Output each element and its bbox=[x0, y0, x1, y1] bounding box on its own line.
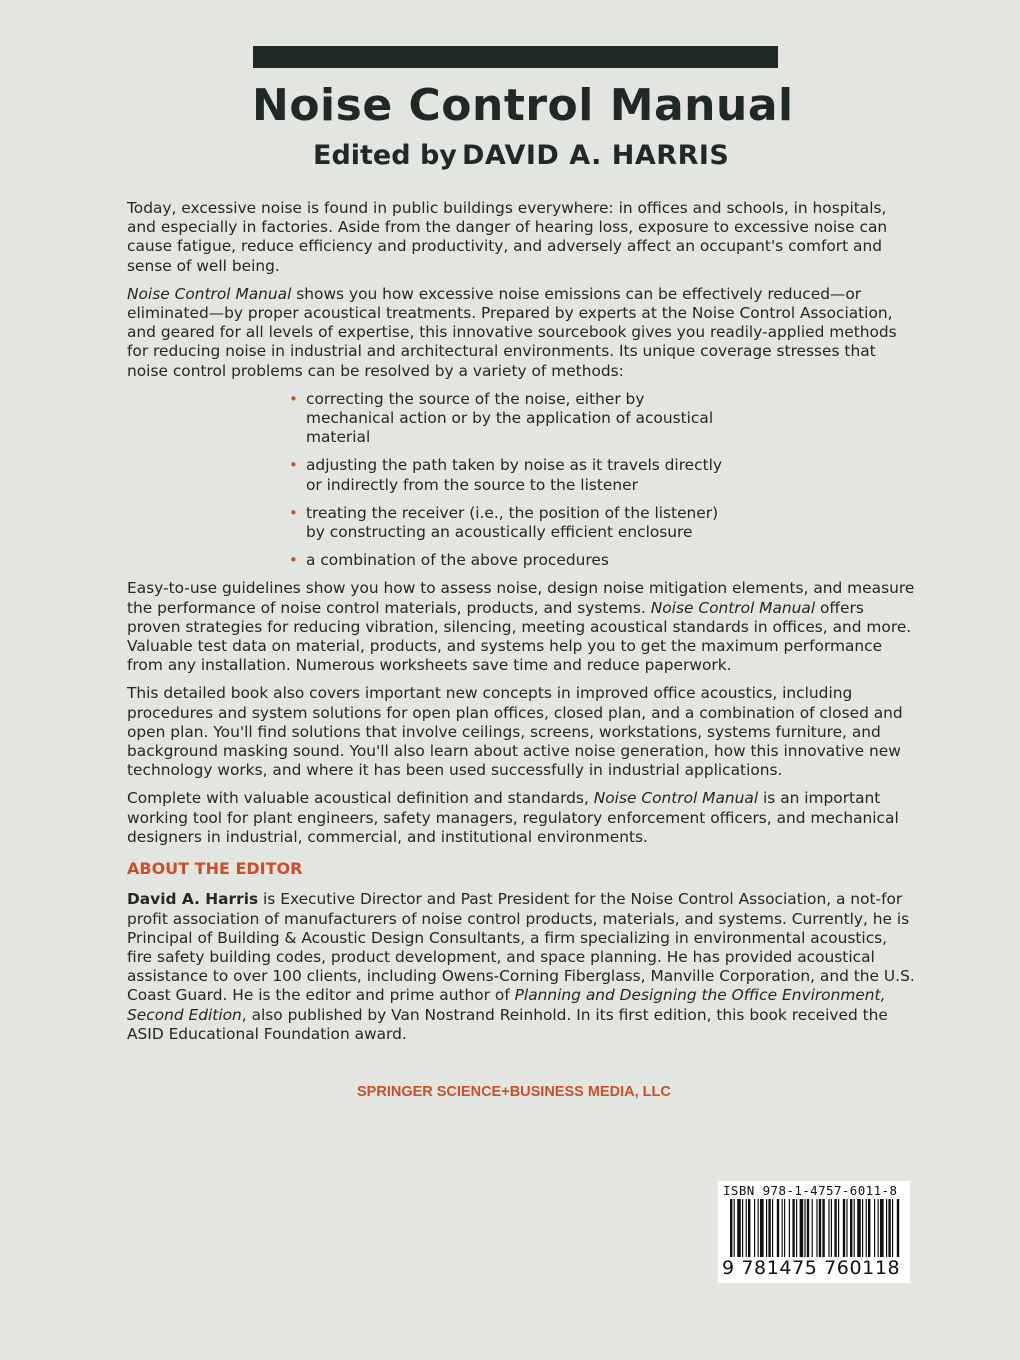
barcode-bar bbox=[748, 1199, 750, 1261]
book-title-italic: Noise Control Manual bbox=[650, 598, 816, 617]
editor-line bbox=[313, 140, 729, 171]
barcode-bar bbox=[737, 1199, 741, 1261]
barcode-bar bbox=[857, 1199, 861, 1261]
editor-prefix: Edited by bbox=[313, 140, 457, 171]
list-item-text: treating the receiver (i.e., the position of the listener) by constructing an acoustically efficient enclosure bbox=[306, 503, 719, 542]
barcode-number: 9 781475 760118 bbox=[722, 1257, 901, 1279]
barcode-bar bbox=[800, 1199, 804, 1261]
barcode-bar bbox=[868, 1199, 870, 1261]
barcode-bar bbox=[754, 1199, 755, 1261]
barcode-bar bbox=[796, 1199, 797, 1261]
barcode-bar bbox=[730, 1199, 732, 1261]
about-editor-text-b: , also published by Van Nostrand Reinhold. In its first edition, this book received the ASID Educational Foundation award. bbox=[127, 1005, 888, 1043]
barcode-bar bbox=[888, 1199, 890, 1261]
about-editor-heading: ABOUT THE EDITOR bbox=[127, 859, 303, 879]
barcode-bar bbox=[838, 1199, 839, 1261]
list-item bbox=[289, 504, 736, 542]
barcode-bar bbox=[746, 1199, 747, 1261]
about-editor-book-title: Planning and Designing the Office Environment, Second Edition bbox=[127, 986, 886, 1024]
publisher-name: SPRINGER SCIENCE+BUSINESS MEDIA, LLC bbox=[357, 1084, 671, 1100]
paragraph-conclusion-text-a: Complete with valuable acoustical definition and standards, bbox=[127, 789, 594, 808]
barcode-bar bbox=[822, 1199, 824, 1261]
barcode-bar bbox=[850, 1199, 852, 1261]
barcode-bar bbox=[831, 1199, 832, 1261]
barcode-bar bbox=[846, 1199, 847, 1261]
paragraph-office-acoustics: This detailed book also covers important new concepts in improved office acoustics, including procedures and system solutions for open plan offices, closed plan, and a combination of closed and open plan. You'll find solutions that involve ceilings, screens, workstations, systems furniture, and background masking sound. You'll also learn about active noise generation, how this innovative new technology works, and where it has been used successfully in industrial applications. bbox=[127, 684, 903, 780]
list-item-text: adjusting the path taken by noise as it travels directly or indirectly from the source to the listener bbox=[306, 456, 723, 494]
about-editor-name: David A. Harris bbox=[127, 890, 259, 909]
methods-list bbox=[127, 390, 917, 571]
bullet-icon: • bbox=[289, 551, 298, 570]
paragraph-guidelines-text-b: offers proven strategies for reducing vibration, silencing, meeting acoustical standards in offices, and more. Valuable test data on material, products, and systems help you to get the maximum performance from any installation. Numerous worksheets save time and reduce paperwork. bbox=[127, 598, 912, 675]
barcode-bar bbox=[874, 1199, 875, 1261]
book-title: Noise Control Manual bbox=[252, 80, 794, 131]
list-item bbox=[289, 456, 736, 494]
barcode-bar bbox=[880, 1199, 884, 1261]
book-title-italic: Noise Control Manual bbox=[593, 789, 759, 808]
about-editor-text-a: is Executive Director and Past President for the Noise Control Association, a not-for profit association of manufacturers of noise control products, materials, and systems. Currently, he is Principal of Building & Acoustic Design Consultants, a firm specializing in environmental acoustics, fire safety building codes, product development, and space planning. He has provided acoustical assistance to over 100 clients, including Owens-Corning Fiberglass, Manville Corporation, and the U.S. Coast Guard. He is the editor and prime author of bbox=[127, 890, 915, 1005]
list-item bbox=[289, 390, 736, 448]
paragraph-conclusion bbox=[127, 789, 917, 847]
barcode-bar bbox=[768, 1199, 770, 1261]
paragraph-conclusion-text-b: is an important working tool for plant engineers, safety managers, regulatory enforcement officers, and mechanical designers in industrial, commercial, and institutional environments. bbox=[127, 789, 899, 846]
barcode-bar bbox=[758, 1199, 759, 1261]
bullet-icon: • bbox=[289, 456, 298, 475]
barcode-bar bbox=[792, 1199, 794, 1261]
bullet-icon: • bbox=[289, 389, 298, 408]
barcode-bar bbox=[892, 1199, 893, 1261]
barcode-bar bbox=[766, 1199, 767, 1261]
paragraph-guidelines-text-a: Easy-to-use guidelines show you how to assess noise, design noise mitigation elements, and measure the performance of noise control materials, products, and systems. bbox=[127, 579, 915, 617]
barcode-bar bbox=[897, 1199, 899, 1261]
barcode-bar bbox=[812, 1199, 813, 1261]
barcode-bars bbox=[722, 1199, 906, 1261]
barcode-bar bbox=[816, 1199, 817, 1261]
paragraph-intro: Today, excessive noise is found in public buildings everywhere: in offices and schools, in hospitals, and especially in factories. Aside from the danger of hearing loss, exposure to excessive noise can cause fatigue, reduce efficiency and productivity, and adversely affect an occupant's comfort and sense of well being. bbox=[127, 199, 888, 275]
editor-name: DAVID A. HARRIS bbox=[462, 140, 730, 171]
barcode-bar bbox=[878, 1199, 879, 1261]
barcode-bar bbox=[807, 1199, 809, 1261]
book-title-italic: Noise Control Manual bbox=[127, 284, 292, 303]
barcode-bar bbox=[789, 1199, 790, 1261]
paragraph-overview-text: shows you how excessive noise emissions can be effectively reduced—or eliminated—by proper acoustical treatments. Prepared by experts at the Noise Control Association, and geared for all levels of expertise, this innovative sourcebook gives you readily-applied methods for reducing noise in industrial and architectural environments. Its unique coverage stresses that noise control problems can be resolved by a variety of methods: bbox=[127, 284, 897, 380]
barcode-bar bbox=[819, 1199, 821, 1261]
barcode-bar bbox=[782, 1199, 783, 1261]
barcode-bar bbox=[742, 1199, 743, 1261]
list-item-text: correcting the source of the noise, either by mechanical action or by the application of acoustical material bbox=[306, 389, 714, 447]
paragraph-overview bbox=[127, 285, 917, 381]
back-cover-text bbox=[127, 199, 917, 1053]
list-item-text: a combination of the above procedures bbox=[306, 551, 609, 570]
barcode-bar bbox=[804, 1199, 805, 1261]
barcode-bar bbox=[886, 1199, 887, 1261]
barcode-bar bbox=[866, 1199, 867, 1261]
bullet-icon: • bbox=[289, 503, 298, 522]
barcode-bar bbox=[854, 1199, 855, 1261]
barcode-bar bbox=[777, 1199, 779, 1261]
top-decorative-bar bbox=[253, 46, 778, 68]
barcode-bar bbox=[862, 1199, 863, 1261]
barcode-bar bbox=[734, 1199, 735, 1261]
barcode-bar bbox=[760, 1199, 764, 1261]
barcode-bar bbox=[772, 1199, 773, 1261]
barcode-bar bbox=[834, 1199, 836, 1261]
paragraph-guidelines bbox=[127, 579, 917, 675]
isbn-label: ISBN 978-1-4757-6011-8 bbox=[723, 1183, 898, 1198]
list-item bbox=[289, 551, 736, 570]
isbn-barcode bbox=[718, 1181, 910, 1283]
barcode-bar bbox=[828, 1199, 829, 1261]
barcode-bar bbox=[784, 1199, 785, 1261]
barcode-bar bbox=[843, 1199, 845, 1261]
paragraph-about-editor bbox=[127, 890, 917, 1044]
